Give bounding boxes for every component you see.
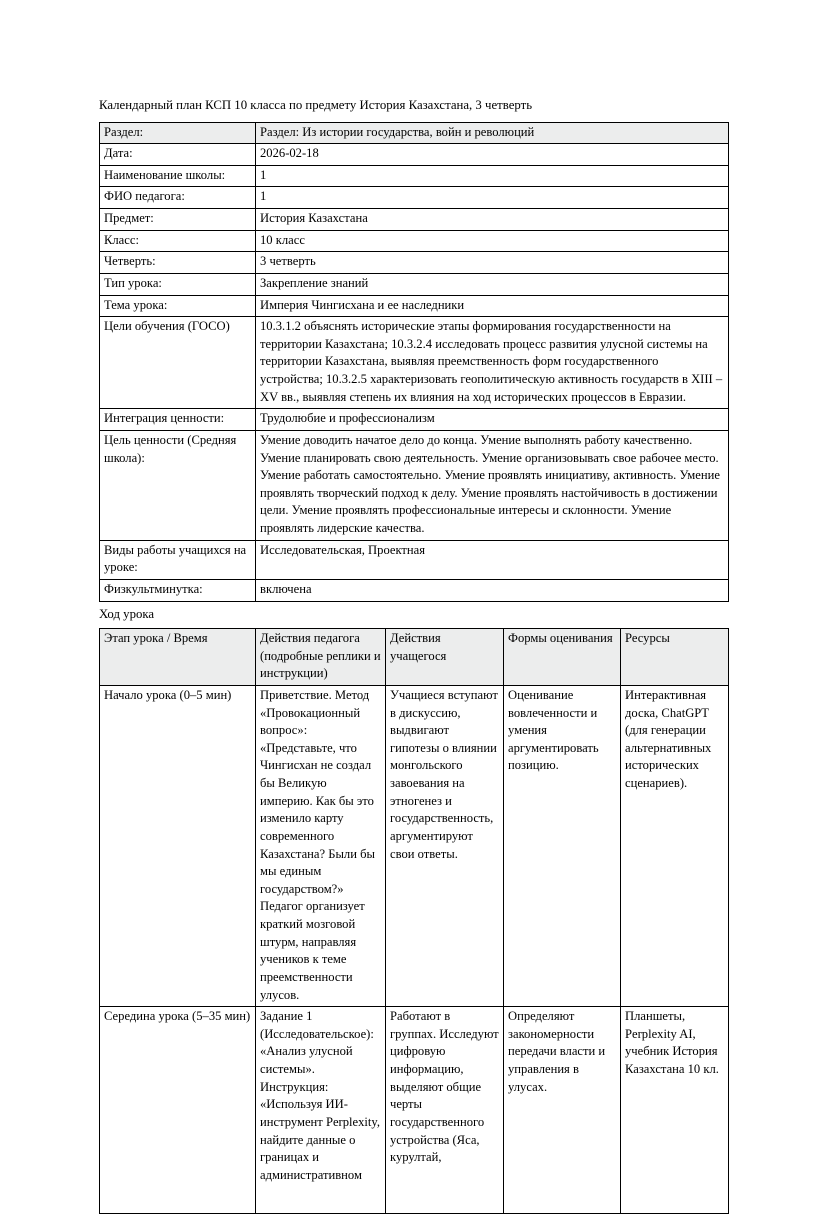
- cell-resources: Интерактивная доска, ChatGPT (для генерации альтернативных исторических сценариев).: [621, 685, 729, 1006]
- table-row: [100, 165, 729, 187]
- cell-resources: [621, 1007, 729, 1214]
- cell-stage: Начало урока (0–5 мин): [100, 685, 256, 1006]
- info-label: Наименование школы:: [100, 165, 256, 187]
- info-value: Империя Чингисхана и ее наследники: [256, 295, 729, 317]
- column-header-stage: Этап урока / Время: [100, 629, 256, 686]
- table-row: [100, 209, 729, 231]
- cell-student-actions-text: Работают в группах. Исследуют цифровую информацию, выделяют общие черты государственного устройства (Яса, курултай,: [390, 1009, 499, 1165]
- table-row: [100, 230, 729, 252]
- info-label: Предмет:: [100, 209, 256, 231]
- cell-teacher-actions: [256, 1007, 386, 1214]
- info-value: Трудолюбие и профессионализм: [256, 409, 729, 431]
- table-row: [100, 1007, 729, 1214]
- lesson-info-table: [99, 122, 729, 602]
- page-title: Календарный план КСП 10 класса по предмету История Казахстана, 3 четверть: [99, 98, 533, 112]
- column-header-student-actions: Действия учащегося: [386, 629, 504, 686]
- cell-stage: [100, 1007, 256, 1214]
- column-header-assessment: Формы оценивания: [504, 629, 621, 686]
- cell-student-actions: Учащиеся вступают в дискуссию, выдвигают гипотезы о влиянии монгольского завоевания на этногенез и государственность, аргументируют свои ответы.: [386, 685, 504, 1006]
- table-row: [100, 430, 729, 540]
- info-label: Виды работы учащихся на уроке:: [100, 540, 256, 579]
- info-label: Четверть:: [100, 252, 256, 274]
- cell-teacher-actions: Приветствие. Метод «Провокационный вопрос»: «Представьте, что Чингисхан не создал бы Великую империю. Как бы это изменило карту современного Казахстана? Были бы мы единым государством?» Педагог организует краткий мозговой штурм, направляя учеников к теме преемственности улусов.: [256, 685, 386, 1006]
- lesson-flow-table: [99, 628, 729, 1214]
- table-row: [100, 685, 729, 1006]
- cell-resources-text: Планшеты, Perplexity AI, учебник История Казахстана 10 кл.: [625, 1009, 719, 1077]
- info-label: Раздел:: [100, 122, 256, 144]
- info-value: включена: [256, 579, 729, 601]
- cell-stage-text: Середина урока (5–35 мин): [104, 1009, 251, 1024]
- table-row: [100, 252, 729, 274]
- table-row: [100, 273, 729, 295]
- info-label: Дата:: [100, 144, 256, 166]
- table-row: [100, 295, 729, 317]
- table-row: [100, 187, 729, 209]
- table-row: [100, 579, 729, 601]
- info-label: Цель ценности (Средняя школа):: [100, 430, 256, 540]
- table-header-row: [100, 629, 729, 686]
- info-label: Тема урока:: [100, 295, 256, 317]
- lesson-flow-table-body: [100, 685, 729, 1213]
- table-row: [100, 122, 729, 144]
- info-value: 10 класс: [256, 230, 729, 252]
- section-heading-lesson-flow: Ход урока: [99, 606, 155, 621]
- info-value: 2026-02-18: [256, 144, 729, 166]
- info-value: Закрепление знаний: [256, 273, 729, 295]
- table-row: [100, 409, 729, 431]
- table-row: [100, 144, 729, 166]
- document-content: [99, 96, 728, 1214]
- info-value: 3 четверть: [256, 252, 729, 274]
- info-value: Исследовательская, Проектная: [256, 540, 729, 579]
- info-label: Тип урока:: [100, 273, 256, 295]
- info-label: Физкультминутка:: [100, 579, 256, 601]
- table-row: [100, 540, 729, 579]
- info-value: Умение доводить начатое дело до конца. Умение выполнять работу качественно. Умение планировать свою деятельность. Умение организовывать свое рабочее место. Умение работать самостоятельно. Умение проявлять инициативу, активность. Умение проявлять творческий подход к делу. Умение проявлять настойчивость в достижении цели. Умение проявлять профессиональные интересы и склонности. Умение проявлять лидерские качества.: [256, 430, 729, 540]
- lesson-flow-table-head: [100, 629, 729, 686]
- info-label: Цели обучения (ГОСО): [100, 317, 256, 409]
- cell-teacher-actions-text: Задание 1 (Исследовательское): «Анализ улусной системы». Инструкция: «Используя ИИ-инструмент Perplexity, найдите данные о границах и административном: [260, 1009, 381, 1182]
- info-value: 1: [256, 187, 729, 209]
- info-value: 1: [256, 165, 729, 187]
- info-value: 10.3.1.2 объяснять исторические этапы формирования государственности на территории Казахстана; 10.3.2.4 исследовать процесс развития улусной системы на территории Казахстана, выявляя преемственность форм государственного устройства; 10.3.2.5 характеризовать геополитическую активность государств в XIII –XV вв., выявляя степень их влияния на ход исторических процессов в Евразии.: [256, 317, 729, 409]
- info-label: ФИО педагога:: [100, 187, 256, 209]
- cell-student-actions: [386, 1007, 504, 1214]
- column-header-teacher-actions: Действия педагога (подробные реплики и инструкции): [256, 629, 386, 686]
- info-label: Интеграция ценности:: [100, 409, 256, 431]
- info-label: Класс:: [100, 230, 256, 252]
- table-row: [100, 317, 729, 409]
- cell-assessment: [504, 1007, 621, 1214]
- column-header-resources: Ресурсы: [621, 629, 729, 686]
- cell-assessment: Оценивание вовлеченности и умения аргументировать позицию.: [504, 685, 621, 1006]
- cell-assessment-text: Определяют закономерности передачи власти и управления в улусах.: [508, 1009, 606, 1094]
- lesson-info-table-body: [100, 122, 729, 601]
- info-value: Раздел: Из истории государства, войн и революций: [256, 122, 729, 144]
- info-value: История Казахстана: [256, 209, 729, 231]
